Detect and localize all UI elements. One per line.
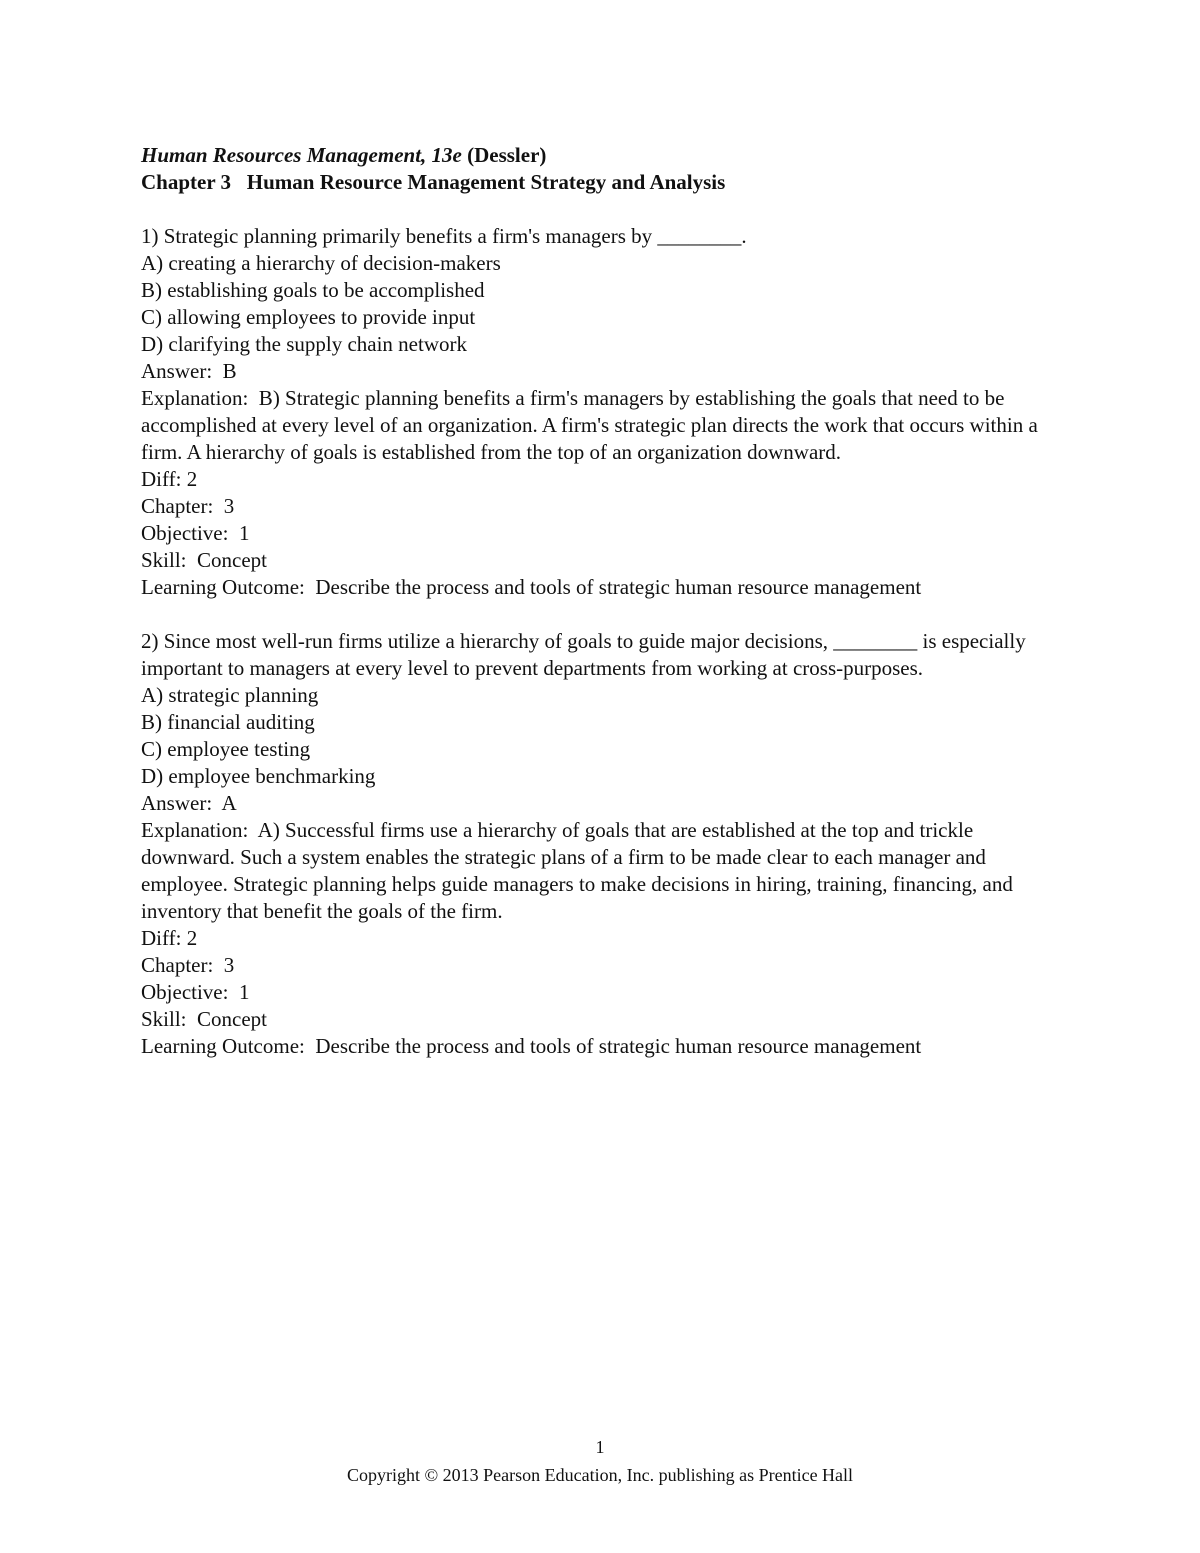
objective: Objective: 1 [141, 521, 250, 545]
difficulty: Diff: 2 [141, 926, 198, 950]
explanation: Explanation: A) Successful firms use a hierarchy of goals that are established at the top and trickle downward. Such a system enables the strategic plans of a firm to be made clear to each manager and employee. Strategic planning helps guide managers to make decisions in hiring, training, financing, and inventory that benefit the goals of the firm. [141, 818, 1019, 923]
option-a: A) strategic planning [141, 683, 319, 707]
skill: Skill: Concept [141, 1007, 267, 1031]
option-c: C) allowing employees to provide input [141, 305, 476, 329]
page-footer [0, 1433, 1200, 1489]
explanation: Explanation: B) Strategic planning benefits a firm's managers by establishing the goals that need to be accomplished at every level of an organization. A firm's strategic plan directs the work that occurs within a firm. A hierarchy of goals is established from the top of an organization downward. [141, 386, 1044, 464]
chapter-number: Chapter: 3 [141, 953, 235, 977]
skill: Skill: Concept [141, 548, 267, 572]
spacer [141, 601, 1071, 628]
option-a: A) creating a hierarchy of decision-makers [141, 251, 501, 275]
difficulty: Diff: 2 [141, 467, 198, 491]
option-b: B) financial auditing [141, 710, 315, 734]
question-2 [141, 628, 1071, 1060]
copyright-notice: Copyright © 2013 Pearson Education, Inc. publishing as Prentice Hall [346, 1465, 854, 1485]
learning-outcome: Learning Outcome: Describe the process and tools of strategic human resource management [141, 575, 922, 599]
document-title [141, 142, 1071, 169]
question-1 [141, 223, 1071, 601]
option-c: C) employee testing [141, 737, 311, 761]
objective: Objective: 1 [141, 980, 250, 1004]
learning-outcome: Learning Outcome: Describe the process and tools of strategic human resource management [141, 1034, 922, 1058]
option-d: D) employee benchmarking [141, 764, 376, 788]
chapter-heading: Chapter 3 Human Resource Management Strategy and Analysis [141, 170, 726, 194]
document-page [141, 142, 1071, 1060]
spacer [141, 196, 1071, 223]
answer: Answer: A [141, 791, 237, 815]
answer: Answer: B [141, 359, 237, 383]
page-number: 1 [595, 1437, 605, 1457]
question-stem: 2) Since most well-run firms utilize a hierarchy of goals to guide major decisions, ________ is especially important to managers at every level to prevent departments from working at cross-purposes. [141, 629, 1031, 680]
book-author: (Dessler) [461, 143, 547, 167]
option-d: D) clarifying the supply chain network [141, 332, 467, 356]
chapter-number: Chapter: 3 [141, 494, 235, 518]
question-stem: 1) Strategic planning primarily benefits a firm's managers by ________. [141, 224, 747, 248]
book-title: Human Resources Management, 13e [141, 143, 462, 167]
option-b: B) establishing goals to be accomplished [141, 278, 485, 302]
